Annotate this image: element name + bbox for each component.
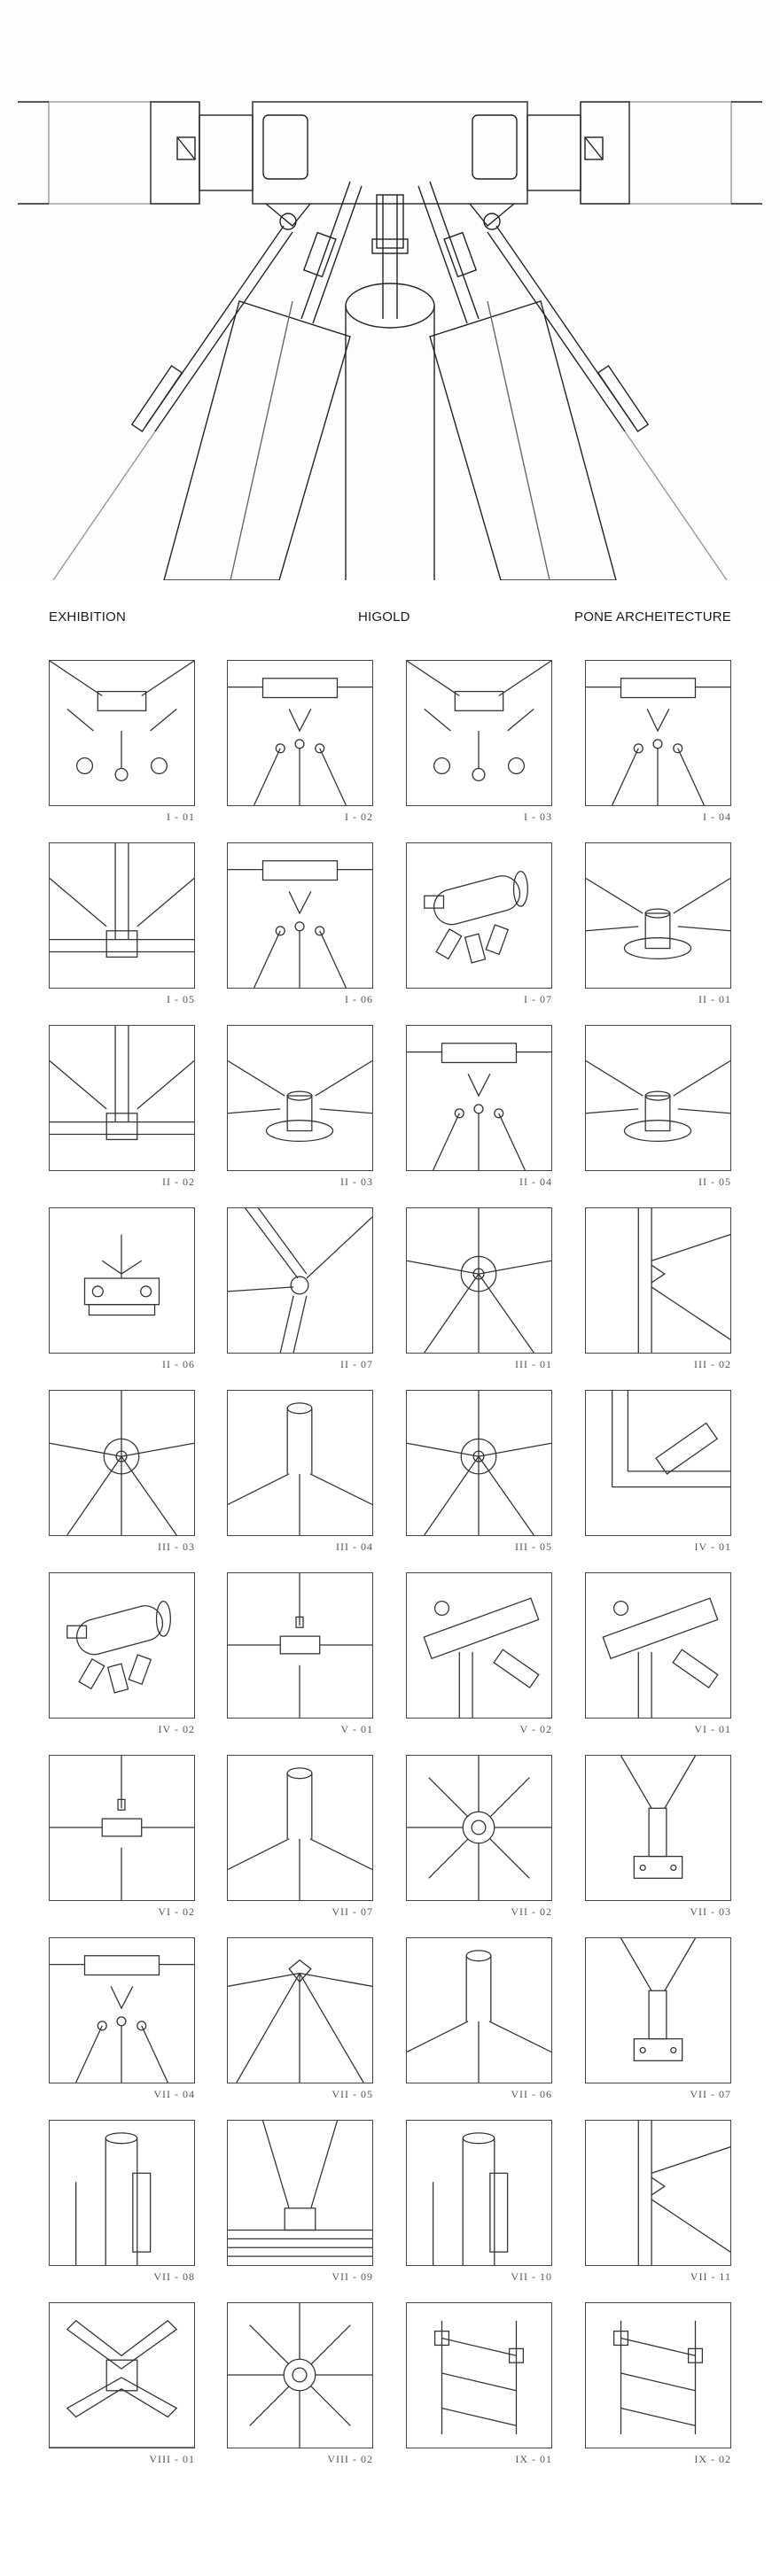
tile-caption: VII - 06: [511, 2088, 552, 2100]
detail-drawing: [228, 1756, 372, 1900]
detail-drawing: [50, 661, 194, 805]
tile-caption: III - 03: [158, 1540, 195, 1553]
tile-caption: III - 04: [336, 1540, 373, 1553]
detail-drawing: [586, 2303, 730, 2448]
detail-tile: [585, 842, 731, 989]
detail-tile: [585, 660, 731, 806]
detail-drawing: [228, 1938, 372, 2083]
detail-drawing: [228, 1391, 372, 1535]
detail-drawing: [586, 1026, 730, 1170]
tile-caption: VII - 11: [690, 2270, 731, 2283]
detail-tile: [406, 1390, 552, 1536]
detail-drawing: [586, 1208, 730, 1353]
detail-drawing: [407, 1938, 551, 2083]
tile-caption: VII - 10: [511, 2270, 552, 2283]
detail-tile: [227, 1572, 373, 1719]
detail-drawing: [50, 1938, 194, 2083]
detail-tile: [585, 1207, 731, 1354]
tile-caption: V - 02: [519, 1723, 552, 1735]
detail-drawing: [407, 2303, 551, 2448]
detail-tile: [49, 1572, 195, 1719]
tile-caption: VII - 04: [153, 2088, 195, 2100]
detail-tile: [49, 842, 195, 989]
detail-tile: [49, 1025, 195, 1171]
tile-caption: IV - 02: [158, 1723, 195, 1735]
tile-caption: II - 07: [340, 1358, 373, 1370]
tile-caption: I - 02: [345, 811, 373, 823]
detail-tile: [49, 1937, 195, 2083]
tile-caption: III - 05: [515, 1540, 552, 1553]
detail-drawing: [228, 1573, 372, 1718]
tile-caption: I - 04: [703, 811, 731, 823]
detail-drawing: [586, 2121, 730, 2265]
header-right: PONE ARCHEITECTURE: [574, 609, 731, 625]
detail-drawing: [407, 1573, 551, 1718]
detail-tile: [406, 2120, 552, 2266]
detail-tile: [49, 1207, 195, 1354]
detail-drawing: [228, 1026, 372, 1170]
tile-caption: IX - 02: [694, 2453, 731, 2465]
detail-tile: [406, 2302, 552, 2448]
tile-caption: III - 01: [515, 1358, 552, 1370]
tile-caption: II - 03: [340, 1175, 373, 1188]
detail-tile: [406, 1572, 552, 1719]
detail-drawing: [407, 1026, 551, 1170]
detail-tile: [585, 1572, 731, 1719]
tile-caption: VII - 08: [153, 2270, 195, 2283]
tile-caption: VII - 03: [690, 1905, 731, 1918]
detail-tile: [406, 1937, 552, 2083]
tile-caption: I - 06: [345, 993, 373, 1005]
detail-drawing: [407, 2121, 551, 2265]
detail-tile: [227, 1207, 373, 1354]
tile-caption: II - 01: [698, 993, 731, 1005]
detail-tile: [227, 1025, 373, 1171]
detail-drawing: [407, 843, 551, 988]
tile-caption: V - 01: [340, 1723, 373, 1735]
detail-tile: [406, 1207, 552, 1354]
detail-drawing: [50, 843, 194, 988]
detail-drawing: [586, 843, 730, 988]
detail-drawing: [586, 1938, 730, 2083]
detail-tile: [406, 1025, 552, 1171]
header-center: HIGOLD: [358, 609, 410, 625]
detail-drawing: [407, 1208, 551, 1353]
detail-tile: [585, 1025, 731, 1171]
tile-caption: VII - 09: [332, 2270, 373, 2283]
detail-tile: [49, 2120, 195, 2266]
detail-drawing: [228, 843, 372, 988]
detail-drawing: [50, 2303, 194, 2448]
detail-drawing: [50, 1756, 194, 1900]
detail-drawing: [228, 2303, 372, 2448]
tile-caption: VI - 01: [694, 1723, 731, 1735]
detail-drawing: [50, 1573, 194, 1718]
header-left: EXHIBITION: [49, 609, 127, 625]
detail-drawing: [407, 1756, 551, 1900]
detail-tile: [585, 1755, 731, 1901]
detail-tile: [227, 1755, 373, 1901]
detail-tile: [227, 2120, 373, 2266]
detail-tile: [585, 2120, 731, 2266]
tile-caption: VIII - 02: [327, 2453, 373, 2465]
detail-tile: [227, 660, 373, 806]
tile-caption: II - 04: [519, 1175, 552, 1188]
detail-drawing: [50, 1026, 194, 1170]
detail-tile: [585, 2302, 731, 2448]
detail-drawing: [407, 661, 551, 805]
detail-tile: [49, 660, 195, 806]
detail-drawing: [228, 2121, 372, 2265]
detail-tile: [49, 1390, 195, 1536]
detail-drawing: [586, 1391, 730, 1535]
tile-caption: VI - 02: [158, 1905, 195, 1918]
detail-drawing: [407, 1391, 551, 1535]
tile-caption: VII - 02: [511, 1905, 552, 1918]
detail-drawing: [50, 1208, 194, 1353]
detail-drawing: [586, 1573, 730, 1718]
tile-caption: VII - 07: [332, 1905, 373, 1918]
tile-caption: II - 06: [162, 1358, 195, 1370]
detail-tile: [227, 1937, 373, 2083]
tile-caption: VII - 05: [332, 2088, 373, 2100]
detail-drawing: [228, 1208, 372, 1353]
tile-caption: III - 02: [694, 1358, 731, 1370]
tile-caption: I - 01: [167, 811, 195, 823]
tile-caption: VII - 07: [690, 2088, 731, 2100]
detail-tile: [406, 1755, 552, 1901]
detail-tile: [406, 660, 552, 806]
tile-caption: II - 05: [698, 1175, 731, 1188]
tile-caption: VIII - 01: [149, 2453, 195, 2465]
detail-drawing: [586, 661, 730, 805]
tile-caption: II - 02: [162, 1175, 195, 1188]
tile-caption: I - 07: [524, 993, 552, 1005]
tile-caption: I - 05: [167, 993, 195, 1005]
detail-drawing: [228, 661, 372, 805]
detail-drawing: [586, 1756, 730, 1900]
detail-tile: [227, 842, 373, 989]
detail-tile: [585, 1390, 731, 1536]
detail-tile: [227, 2302, 373, 2448]
detail-tile: [585, 1937, 731, 2083]
detail-tile: [227, 1390, 373, 1536]
tile-caption: IX - 01: [515, 2453, 552, 2465]
tile-caption: IV - 01: [694, 1540, 731, 1553]
detail-drawing: [50, 2121, 194, 2265]
detail-drawing: [50, 1391, 194, 1535]
detail-tile: [406, 842, 552, 989]
tile-caption: I - 03: [524, 811, 552, 823]
detail-tile: [49, 2302, 195, 2448]
detail-tile: [49, 1755, 195, 1901]
